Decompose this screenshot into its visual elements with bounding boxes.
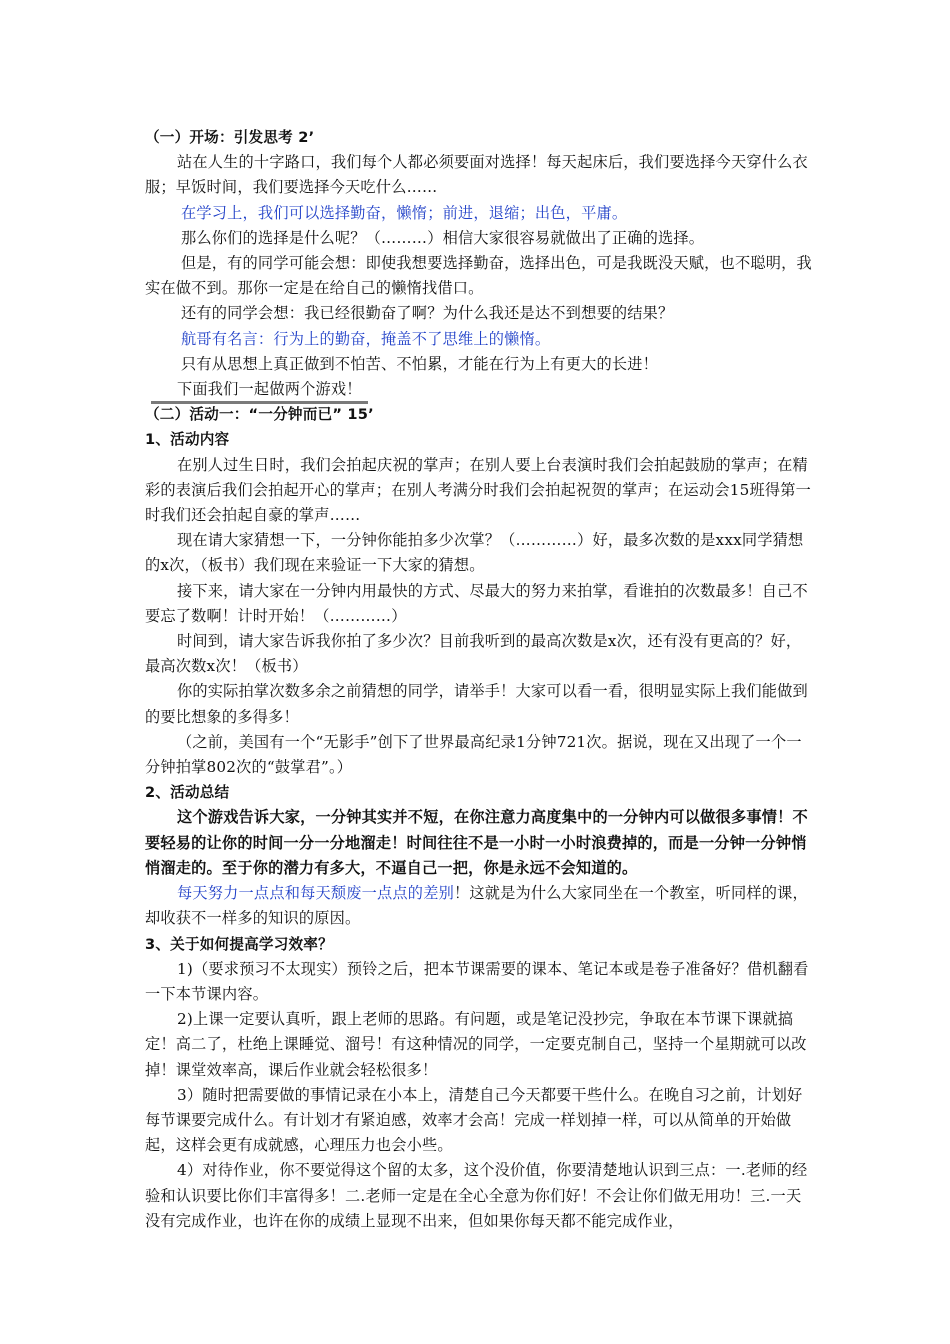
list-item: 3）随时把需要做的事情记录在小本上，清楚自己今天都要干些什么。在晚自习之前，计划好每节课要完成什么。有计划才有紧迫感，效率才会高！完成一样划掉一样，可以从简单的开始做起，这样会更有成就感，心理压力也会小些。 bbox=[145, 1085, 803, 1155]
underline-rule bbox=[151, 401, 368, 404]
games-intro-text: 下面我们一起做两个游戏！ bbox=[177, 380, 362, 399]
games-line-wrapper bbox=[145, 377, 813, 402]
paragraph: 还有的同学会想：我已经很勤奋了啊？为什么我还是达不到想要的结果？ bbox=[181, 304, 674, 323]
paragraph: 接下来，请大家在一分钟内用最快的方式、尽最大的努力来拍掌，看谁拍的次数最多！自己不要忘了数啊！计时开始！（…………） bbox=[145, 581, 808, 625]
list-item: 2)上课一定要认真听，跟上老师的思路。有问题，或是笔记没抄完，争取在本节课下课就搞定！高二了，杜绝上课睡觉、溜号！有这种情况的同学，一定要克制自己，坚持一个星期就可以改掉！课堂效率高，课后作业就会轻松很多！ bbox=[145, 1010, 807, 1079]
subheading-activity-summary: 2、活动总结 bbox=[145, 784, 230, 802]
subheading-activity-content: 1、活动内容 bbox=[145, 431, 230, 449]
paragraph: 在别人过生日时，我们会拍起庆祝的掌声；在别人要上台表演时我们会拍起鼓励的掌声；在精彩的表演后我们会拍起开心的掌声；在别人考满分时我们会拍起祝贺的掌声；在运动会15班得第一时我们还会拍起自豪的掌声…… bbox=[145, 455, 812, 525]
paragraph: 现在请大家猜想一下，一分钟你能拍多少次掌？（…………）好，最多次数的是xxx同学猜想的x次，（板书）我们现在来验证一下大家的猜想。 bbox=[145, 531, 804, 575]
paragraph: 站在人生的十字路口，我们每个人都必须要面对选择！每天起床后，我们要选择今天穿什么衣服；早饭时间，我们要选择今天吃什么…… bbox=[145, 153, 808, 197]
paragraph: 那么你们的选择是什么呢？（………）相信大家很容易就做出了正确的选择。 bbox=[181, 228, 705, 247]
paragraph bbox=[145, 881, 813, 931]
highlight-phrase: 每天努力一点点和每天颓废一点点的差别 bbox=[177, 884, 454, 903]
paragraph: 但是，有的同学可能会想：即使我想要选择勤奋，选择出色，可是我既没天赋，也不聪明，我实在做不到。那你一定是在给自己的懒惰找借口。 bbox=[145, 254, 812, 298]
document-body bbox=[145, 125, 813, 1234]
games-intro-line bbox=[145, 377, 362, 402]
paragraph-rest: ！这就是为什么大家同坐在一个教室，听同样的课，却收获不一样多的知识的原因。 bbox=[145, 884, 808, 928]
paragraph: 你的实际拍掌次数多余之前猜想的同学，请举手！大家可以看一看，很明显实际上我们能做到的要比想象的多得多！ bbox=[145, 682, 808, 726]
list-item: 1)（要求预习不太现实）预铃之后，把本节课需要的课本、笔记本或是卷子准备好？借机翻看一下本节课内容。 bbox=[145, 959, 809, 1003]
paragraph: 只有从思想上真正做到不怕苦、不怕累，才能在行为上有更大的长进！ bbox=[181, 354, 659, 373]
subheading-efficiency: 3、关于如何提高学习效率？ bbox=[145, 935, 333, 953]
paragraph: 时间到，请大家告诉我你拍了多少次？目前我听到的最高次数是x次，还有没有更高的？好，最高次数x次！（板书） bbox=[145, 632, 802, 676]
paragraph: （之前，美国有一个“无影手”创下了世界最高纪录1分钟721次。据说，现在又出现了一个一分钟拍掌802次的“鼓掌君”。） bbox=[145, 732, 802, 777]
highlight-paragraph: 在学习上，我们可以选择勤奋，懒惰；前进，退缩；出色，平庸。 bbox=[181, 203, 628, 222]
section-heading-opening: （一）开场：引发思考 2’ bbox=[145, 129, 315, 146]
list-item: 4）对待作业，你不要觉得这个留的太多，这个没价值，你要清楚地认识到三点：一.老师的经验和认识要比你们丰富得多！二.老师一定是在全心全意为你们好！不会让你们做无用功！三.一天没有完成作业，也许在你的成绩上显现不出来，但如果你每天都不能完成作业， bbox=[145, 1161, 808, 1230]
section-heading-activity: （二）活动一：“一分钟而已” 15’ bbox=[145, 406, 374, 424]
summary-paragraph: 这个游戏告诉大家，一分钟其实并不短，在你注意力高度集中的一分钟内可以做很多事情！不要轻易的让你的时间一分一分地溜走！时间往往不是一小时一小时浪费掉的，而是一分钟一分钟悄悄溜走的。至于你的潜力有多大，不逼自己一把，你是永远不会知道的。 bbox=[145, 808, 808, 877]
quote-paragraph: 航哥有名言：行为上的勤奋，掩盖不了思维上的懒惰。 bbox=[181, 329, 551, 348]
